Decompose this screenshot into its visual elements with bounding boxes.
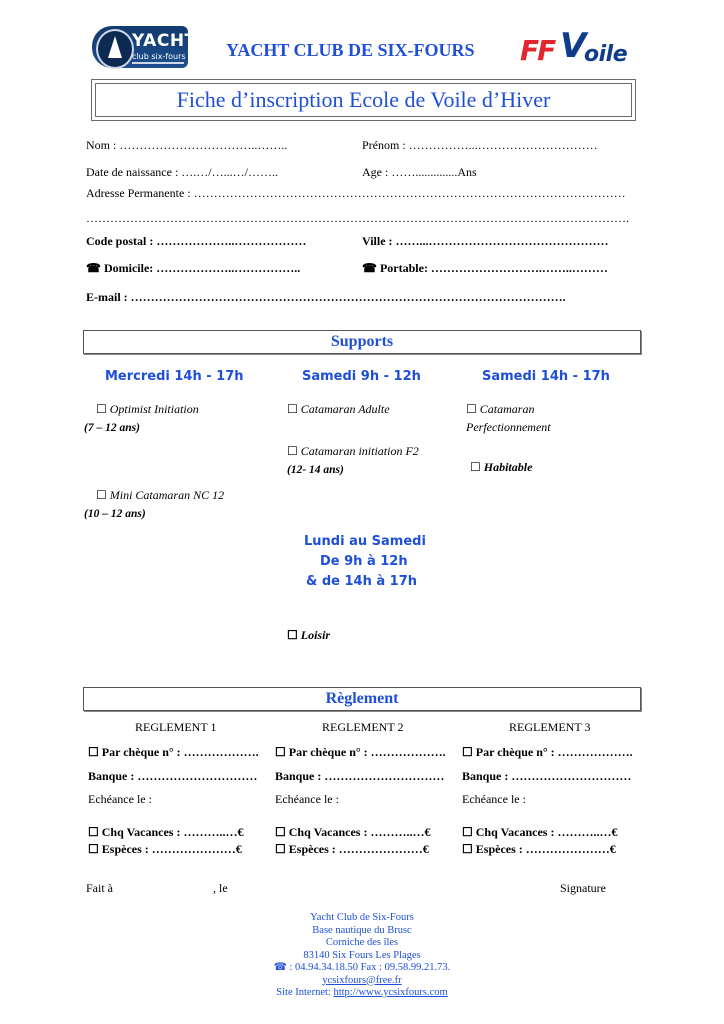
option-age: (7 – 12 ans) bbox=[84, 422, 140, 434]
echeance-field[interactable]: Echéance le : bbox=[462, 792, 526, 806]
echeance-field[interactable]: Echéance le : bbox=[275, 792, 339, 806]
sailboat-icon bbox=[96, 29, 134, 69]
option-label: Catamaran Adulte bbox=[300, 402, 390, 416]
address-field[interactable]: Adresse Permanente : ……………………………………………………………………………………………… bbox=[86, 186, 626, 200]
cheque-field[interactable] bbox=[88, 745, 259, 760]
option-label: Optimist Initiation bbox=[109, 402, 199, 416]
banque-field[interactable]: Banque : ………………………… bbox=[275, 769, 445, 783]
signature-label: Signature bbox=[560, 881, 606, 895]
prenom-field[interactable]: Prénom : ……………...………………………… bbox=[362, 138, 598, 152]
home-phone-label: Domicile: ………………..…………….. bbox=[100, 261, 301, 275]
lundi-line: De 9h à 12h bbox=[320, 554, 408, 569]
especes-label: Espèces : …………………€ bbox=[285, 842, 429, 856]
option-loisir[interactable] bbox=[287, 626, 330, 644]
mobile-phone-label: Portable: ……………………….……..……… bbox=[376, 261, 608, 275]
cheque-field[interactable] bbox=[462, 745, 633, 760]
cheque-field[interactable] bbox=[275, 745, 446, 760]
footer-line: Corniche des îles bbox=[325, 937, 399, 948]
logo-subtitle: club six-fours bbox=[132, 52, 186, 61]
checkbox-icon[interactable]: ☐ bbox=[88, 745, 99, 759]
phone-icon: ☎ bbox=[86, 261, 101, 275]
checkbox-icon[interactable]: ☐ bbox=[88, 842, 99, 856]
banque-field[interactable]: Banque : ………………………… bbox=[462, 769, 632, 783]
checkbox-icon[interactable]: ☐ bbox=[275, 842, 286, 856]
age-field[interactable]: Age : ……..............Ans bbox=[362, 165, 477, 179]
form-title: Fiche d’inscription Ecole de Voile d’Hiver bbox=[176, 87, 551, 112]
footer-site-label: Site Internet: bbox=[276, 987, 334, 998]
phone-icon: ☎ bbox=[362, 261, 377, 275]
logo-swoosh bbox=[132, 62, 184, 64]
checkbox-icon[interactable]: ☐ bbox=[287, 444, 298, 458]
option-label-line2: Perfectionnement bbox=[466, 420, 551, 434]
address-line2-field[interactable]: ………………………………………………………………………………………………………………………. bbox=[86, 211, 629, 225]
cheque-label: Par chèque n° : ………………. bbox=[98, 745, 259, 759]
lundi-line: & de 14h à 17h bbox=[306, 574, 418, 589]
checkbox-icon[interactable]: ☐ bbox=[88, 825, 99, 839]
home-phone-field[interactable] bbox=[86, 261, 300, 276]
yacht-club-logo bbox=[92, 26, 197, 68]
checkbox-icon[interactable]: ☐ bbox=[275, 745, 286, 759]
footer-site-link[interactable]: http://www.ycsixfours.com bbox=[333, 987, 448, 998]
footer-phone: : 04.94.34.18.50 Fax : 09.58.99.21.73. bbox=[286, 962, 451, 973]
checkbox-icon[interactable]: ☐ bbox=[462, 825, 473, 839]
ffvoile-logo bbox=[520, 28, 640, 72]
chq-vacances-label: Chq Vacances : ………..…€ bbox=[285, 825, 431, 839]
slot-header: Samedi 9h - 12h bbox=[302, 369, 421, 384]
chq-vacances-field[interactable] bbox=[88, 825, 243, 840]
form-title-box bbox=[91, 79, 636, 121]
footer-line: 83140 Six Fours Les Plages bbox=[303, 949, 421, 961]
checkbox-icon[interactable]: ☐ bbox=[275, 825, 286, 839]
cheque-label: Par chèque n° : ………………. bbox=[285, 745, 446, 759]
mobile-phone-field[interactable] bbox=[362, 261, 608, 276]
echeance-field[interactable]: Echéance le : bbox=[88, 792, 152, 806]
logo-v-text: V bbox=[560, 26, 587, 66]
checkbox-icon[interactable]: ☐ bbox=[287, 628, 298, 642]
option-catamaran-f2[interactable] bbox=[287, 442, 419, 479]
logo-word: YACHT bbox=[132, 31, 197, 51]
especes-label: Espèces : …………………€ bbox=[472, 842, 616, 856]
slot-header: Samedi 14h - 17h bbox=[482, 369, 610, 384]
cheque-label: Par chèque n° : ………………. bbox=[472, 745, 633, 759]
especes-field[interactable] bbox=[275, 842, 429, 857]
nom-field[interactable]: Nom : ……………………………..…….. bbox=[86, 138, 288, 152]
postal-code-field[interactable]: Code postal : ………………..……………… bbox=[86, 234, 307, 248]
reglement-title: Règlement bbox=[325, 690, 399, 707]
option-catamaran-adulte[interactable] bbox=[287, 400, 390, 418]
option-label: Catamaran bbox=[479, 402, 535, 416]
chq-vacances-label: Chq Vacances : ………..…€ bbox=[98, 825, 244, 839]
option-optimist[interactable] bbox=[84, 400, 199, 437]
logo-oile-text: oile bbox=[584, 42, 628, 67]
especes-field[interactable] bbox=[462, 842, 616, 857]
option-label: Habitable bbox=[483, 460, 533, 474]
club-title: YACHT CLUB DE SIX-FOURS bbox=[226, 40, 475, 60]
banque-field[interactable]: Banque : ………………………… bbox=[88, 769, 258, 783]
checkbox-icon[interactable]: ☐ bbox=[96, 402, 107, 416]
chq-vacances-field[interactable] bbox=[275, 825, 430, 840]
checkbox-icon[interactable]: ☐ bbox=[466, 402, 477, 416]
supports-section-bar bbox=[83, 330, 641, 354]
footer-email-link[interactable]: ycsixfours@free.fr bbox=[322, 974, 402, 986]
slot-header: Mercredi 14h - 17h bbox=[105, 369, 244, 384]
option-mini-catamaran[interactable] bbox=[84, 486, 225, 523]
chq-vacances-label: Chq Vacances : ………..…€ bbox=[472, 825, 618, 839]
logo-ff-text: FF bbox=[520, 34, 555, 67]
birthdate-field[interactable]: Date de naissance : ….…/…...…/…….. bbox=[86, 165, 278, 179]
le-label: , le bbox=[213, 881, 228, 895]
option-label: Mini Catamaran NC 12 bbox=[109, 488, 225, 502]
reglement-header: REGLEMENT 3 bbox=[509, 720, 591, 734]
checkbox-icon[interactable]: ☐ bbox=[96, 488, 107, 502]
checkbox-icon[interactable]: ☐ bbox=[462, 745, 473, 759]
option-label: Catamaran initiation F2 bbox=[300, 444, 419, 458]
footer-line: Base nautique du Brusc bbox=[312, 924, 412, 936]
footer-address bbox=[0, 912, 724, 1000]
especes-field[interactable] bbox=[88, 842, 242, 857]
footer-line: Yacht Club de Six-Fours bbox=[310, 912, 414, 923]
checkbox-icon[interactable]: ☐ bbox=[470, 460, 481, 474]
supports-title: Supports bbox=[330, 333, 394, 350]
footer-phone-line bbox=[0, 962, 724, 975]
option-label: Loisir bbox=[300, 628, 331, 642]
lundi-samedi-block bbox=[304, 532, 426, 592]
lundi-line: Lundi au Samedi bbox=[304, 534, 426, 549]
especes-label: Espèces : …………………€ bbox=[98, 842, 242, 856]
reglement-header: REGLEMENT 1 bbox=[135, 720, 217, 734]
phone-icon: ☎ bbox=[273, 962, 287, 973]
email-field[interactable]: E-mail : ………………………………………………………………………………………………. bbox=[86, 290, 566, 304]
chq-vacances-field[interactable] bbox=[462, 825, 617, 840]
checkbox-icon[interactable]: ☐ bbox=[287, 402, 298, 416]
option-age: (10 – 12 ans) bbox=[84, 508, 146, 520]
option-habitable[interactable] bbox=[470, 458, 532, 476]
city-field[interactable]: Ville : ……...……………………………………… bbox=[362, 234, 609, 248]
option-age: (12- 14 ans) bbox=[287, 464, 344, 476]
checkbox-icon[interactable]: ☐ bbox=[462, 842, 473, 856]
fait-a-label: Fait à bbox=[86, 881, 113, 895]
option-catamaran-perf[interactable] bbox=[466, 400, 551, 436]
reglement-header: REGLEMENT 2 bbox=[322, 720, 404, 734]
reglement-section-bar bbox=[83, 687, 641, 711]
